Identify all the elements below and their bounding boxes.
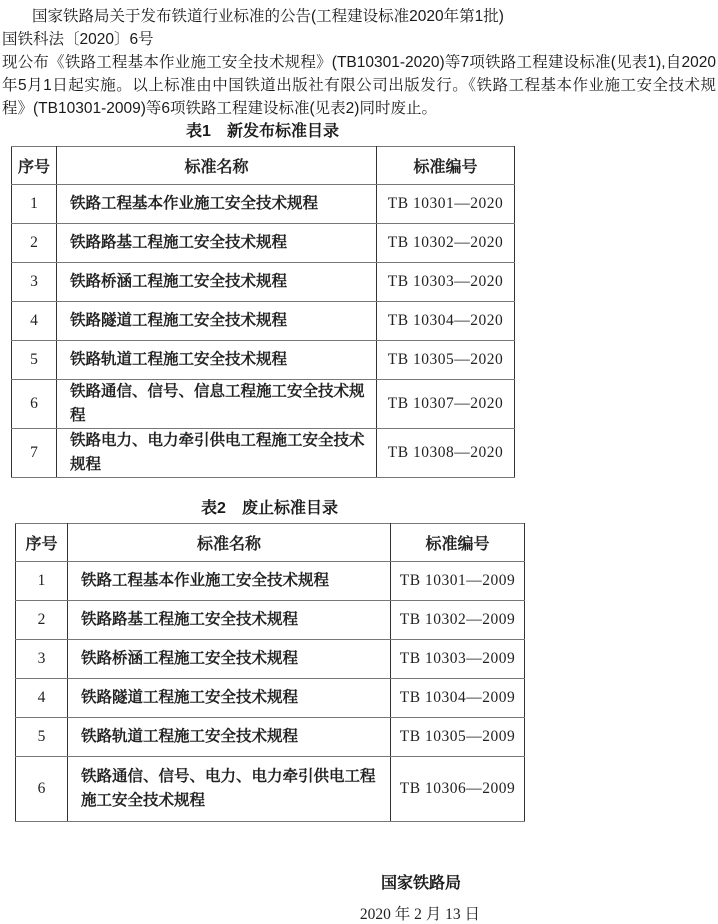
row-index: 2 bbox=[16, 601, 68, 640]
table-new-standards bbox=[11, 146, 515, 478]
table-row bbox=[12, 429, 515, 478]
standard-name: 铁路工程基本作业施工安全技术规程 bbox=[68, 562, 391, 601]
standard-code: TB 10303—2009 bbox=[391, 640, 525, 679]
standard-code: TB 10301—2009 bbox=[391, 562, 525, 601]
standard-code: TB 10302—2009 bbox=[391, 601, 525, 640]
standard-name: 铁路通信、信号、电力、电力牵引供电工程施工安全技术规程 bbox=[68, 757, 391, 822]
table2-header-index: 序号 bbox=[16, 524, 68, 562]
standard-code: TB 10305—2020 bbox=[377, 341, 515, 380]
table-row bbox=[12, 302, 515, 341]
table-row bbox=[16, 757, 525, 822]
standard-name: 铁路路基工程施工安全技术规程 bbox=[68, 601, 391, 640]
standard-code: TB 10307—2020 bbox=[377, 380, 515, 429]
table-abolished-standards bbox=[15, 523, 525, 822]
document-number: 国铁科法〔2020〕6号 bbox=[2, 31, 154, 48]
row-index: 5 bbox=[12, 341, 57, 380]
row-index: 2 bbox=[12, 224, 57, 263]
table-row bbox=[12, 341, 515, 380]
table1-header-name: 标准名称 bbox=[57, 147, 377, 185]
table-row bbox=[12, 224, 515, 263]
standard-name: 铁路通信、信号、信息工程施工安全技术规程 bbox=[57, 380, 377, 429]
row-index: 6 bbox=[16, 757, 68, 822]
standard-name: 铁路桥涵工程施工安全技术规程 bbox=[57, 263, 377, 302]
row-index: 4 bbox=[16, 679, 68, 718]
row-index: 7 bbox=[12, 429, 57, 478]
table-row bbox=[16, 718, 525, 757]
standard-code: TB 10306—2009 bbox=[391, 757, 525, 822]
standard-code: TB 10304—2009 bbox=[391, 679, 525, 718]
standard-name: 铁路隧道工程施工安全技术规程 bbox=[68, 679, 391, 718]
table1-caption: 表1 新发布标准目录 bbox=[186, 123, 339, 140]
row-index: 3 bbox=[16, 640, 68, 679]
standard-name: 铁路轨道工程施工安全技术规程 bbox=[68, 718, 391, 757]
document-title: 国家铁路局关于发布铁道行业标准的公告(工程建设标准2020年第1批) bbox=[32, 8, 504, 25]
standard-name: 铁路路基工程施工安全技术规程 bbox=[57, 224, 377, 263]
standard-name: 铁路电力、电力牵引供电工程施工安全技术规程 bbox=[57, 429, 377, 478]
document-body-paragraph: 现公布《铁路工程基本作业施工安全技术规程》(TB10301-2020)等7项铁路工程建设标准(见表1),自2020年5月1日起实施。以上标准由中国铁道出版社有限公司出版发行。《铁路工程基本作业施工安全技术规程》(TB10301-2009)等6项铁路工程建设标准(见表2)同时废止。 bbox=[2, 54, 716, 117]
table-row bbox=[12, 185, 515, 224]
standard-code: TB 10302—2020 bbox=[377, 224, 515, 263]
row-index: 1 bbox=[12, 185, 57, 224]
table2-caption: 表2 废止标准目录 bbox=[201, 500, 338, 517]
table-row bbox=[16, 679, 525, 718]
issue-date: 2020 年 2 月 13 日 bbox=[359, 906, 481, 923]
table1-header-row bbox=[12, 147, 515, 185]
table-row bbox=[12, 380, 515, 429]
row-index: 1 bbox=[16, 562, 68, 601]
row-index: 6 bbox=[12, 380, 57, 429]
standard-name: 铁路轨道工程施工安全技术规程 bbox=[57, 341, 377, 380]
standard-name: 铁路工程基本作业施工安全技术规程 bbox=[57, 185, 377, 224]
standard-code: TB 10305—2009 bbox=[391, 718, 525, 757]
table1-header-code: 标准编号 bbox=[377, 147, 515, 185]
row-index: 5 bbox=[16, 718, 68, 757]
row-index: 3 bbox=[12, 263, 57, 302]
table-row bbox=[16, 601, 525, 640]
row-index: 4 bbox=[12, 302, 57, 341]
table2-header-row bbox=[16, 524, 525, 562]
table2-header-name: 标准名称 bbox=[68, 524, 391, 562]
table-row bbox=[16, 640, 525, 679]
table1-header-index: 序号 bbox=[12, 147, 57, 185]
standard-name: 铁路桥涵工程施工安全技术规程 bbox=[68, 640, 391, 679]
table-row bbox=[12, 263, 515, 302]
standard-code: TB 10308—2020 bbox=[377, 429, 515, 478]
standard-code: TB 10303—2020 bbox=[377, 263, 515, 302]
standard-code: TB 10304—2020 bbox=[377, 302, 515, 341]
table2-header-code: 标准编号 bbox=[391, 524, 525, 562]
standard-name: 铁路隧道工程施工安全技术规程 bbox=[57, 302, 377, 341]
issuer-signature: 国家铁路局 bbox=[380, 875, 461, 892]
table-row bbox=[16, 562, 525, 601]
standard-code: TB 10301—2020 bbox=[377, 185, 515, 224]
